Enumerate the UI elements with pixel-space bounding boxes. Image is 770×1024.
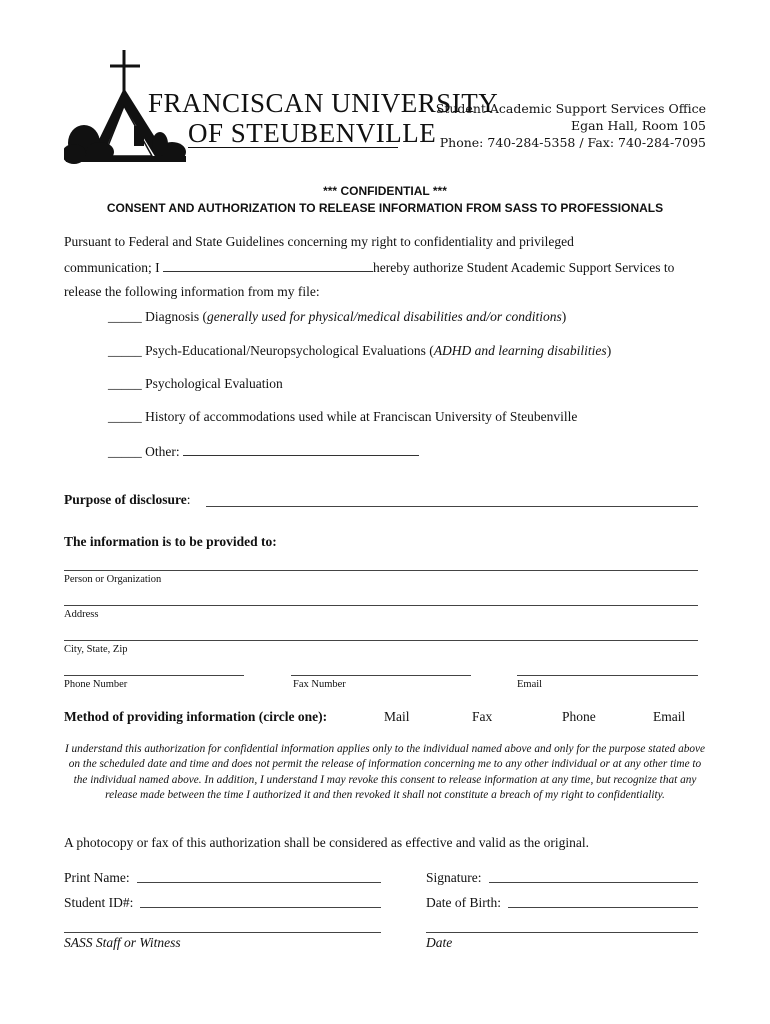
- student-id-label: Student ID#:: [64, 895, 134, 910]
- intro-line-2: [64, 259, 674, 276]
- office-info: [436, 100, 706, 151]
- email-label: Email: [517, 679, 543, 690]
- intro-line-2-end: hereby authorize Student Academic Support Services to: [372, 260, 675, 275]
- other-blank[interactable]: [183, 443, 419, 456]
- university-logo: [64, 48, 499, 168]
- checklist-blank[interactable]: _____: [108, 309, 142, 324]
- person-label: Person or Organization: [64, 574, 162, 585]
- checklist-note: ADHD and learning disabilities: [433, 343, 607, 358]
- checklist-note: generally used for physical/medical disabilities and/or conditions: [207, 309, 562, 324]
- phone-field[interactable]: [64, 675, 244, 676]
- signature-label: Signature:: [426, 870, 482, 885]
- method-label: Method of providing information (circle one):: [64, 709, 328, 724]
- staff-label: SASS Staff or Witness: [64, 935, 181, 950]
- confidential-heading: *** CONFIDENTIAL ***: [323, 184, 447, 198]
- fax-label: Fax Number: [293, 679, 346, 690]
- checklist-label: Other:: [141, 444, 183, 459]
- office-contact: Phone: 740-284-5358 / Fax: 740-284-7095: [439, 135, 706, 150]
- method-option-email[interactable]: Email: [653, 709, 686, 724]
- signature-field[interactable]: [489, 882, 698, 883]
- checklist-item-other[interactable]: [108, 443, 419, 460]
- date-label: Date: [426, 935, 453, 950]
- checklist-blank[interactable]: _____: [108, 376, 142, 391]
- date-field[interactable]: [426, 932, 698, 933]
- purpose-label-text: Purpose of disclosure: [64, 492, 187, 507]
- student-name-blank[interactable]: [163, 259, 373, 272]
- university-name-line1: FRANCISCAN UNIVERSITY: [148, 88, 499, 118]
- checklist-item-diagnosis[interactable]: [108, 309, 566, 325]
- checklist-blank[interactable]: _____: [108, 409, 142, 424]
- checklist-end: ): [606, 343, 612, 358]
- dob-field[interactable]: [508, 907, 698, 908]
- address-field[interactable]: [64, 605, 698, 606]
- purpose-field[interactable]: [206, 506, 698, 507]
- checklist-item-psych-educational[interactable]: [108, 343, 611, 359]
- checklist-item-psychological[interactable]: [108, 376, 283, 392]
- disclaimer-text: I understand this authorization for confidential information applies only to the individual named above and only for the purpose stated above on the scheduled date and time and does not permit the release of information concerning me to any other individual or at any other time to the individual named above. In addition, I understand I may revoke this consent to release information at any time, but recognize that any release made between the time I authorized it and then revoked it shall not constitute a breach of my right to confidentiality.: [64, 743, 706, 801]
- photocopy-statement: A photocopy or fax of this authorization shall be considered as effective and valid as the original.: [64, 835, 589, 850]
- logo-underline: [188, 147, 398, 148]
- person-field[interactable]: [64, 570, 698, 571]
- intro-line-2-start: communication; I: [64, 260, 163, 275]
- address-label: Address: [64, 609, 99, 620]
- method-option-fax[interactable]: Fax: [472, 709, 493, 724]
- city-field[interactable]: [64, 640, 698, 641]
- checklist-end: ): [561, 309, 567, 324]
- city-label: City, State, Zip: [64, 644, 128, 655]
- checklist-label: Diagnosis (: [141, 309, 207, 324]
- office-location: Egan Hall, Room 105: [570, 118, 706, 133]
- consent-heading: CONSENT AND AUTHORIZATION TO RELEASE INFORMATION FROM SASS TO PROFESSIONALS: [106, 201, 664, 215]
- provided-to-label: The information is to be provided to:: [64, 534, 277, 549]
- intro-line-3: release the following information from my file:: [64, 284, 320, 299]
- print-name-field[interactable]: [137, 882, 381, 883]
- checklist-blank[interactable]: _____: [108, 444, 142, 459]
- purpose-colon: :: [186, 492, 191, 507]
- office-name: Student Academic Support Services Office: [435, 101, 706, 116]
- method-option-mail[interactable]: Mail: [384, 709, 410, 724]
- checklist-label: Psych-Educational/Neuropsychological Evaluations (: [141, 343, 434, 358]
- checklist-label: Psychological Evaluation: [141, 376, 283, 391]
- checklist-label: History of accommodations used while at Franciscan University of Steubenville: [141, 409, 578, 424]
- checklist-blank[interactable]: _____: [108, 343, 142, 358]
- phone-label: Phone Number: [64, 679, 128, 690]
- print-name-label: Print Name:: [64, 870, 130, 885]
- staff-signature-field[interactable]: [64, 932, 381, 933]
- dob-label: Date of Birth:: [426, 895, 501, 910]
- method-option-phone[interactable]: Phone: [562, 709, 596, 724]
- email-field[interactable]: [517, 675, 698, 676]
- checklist-item-history[interactable]: [108, 409, 577, 425]
- purpose-label: [64, 492, 191, 508]
- student-id-field[interactable]: [140, 907, 381, 908]
- university-name-line2: OF STEUBENVILLE: [188, 118, 437, 148]
- fax-field[interactable]: [291, 675, 471, 676]
- intro-line-1: Pursuant to Federal and State Guidelines concerning my right to confidentiality and privileged: [64, 234, 574, 249]
